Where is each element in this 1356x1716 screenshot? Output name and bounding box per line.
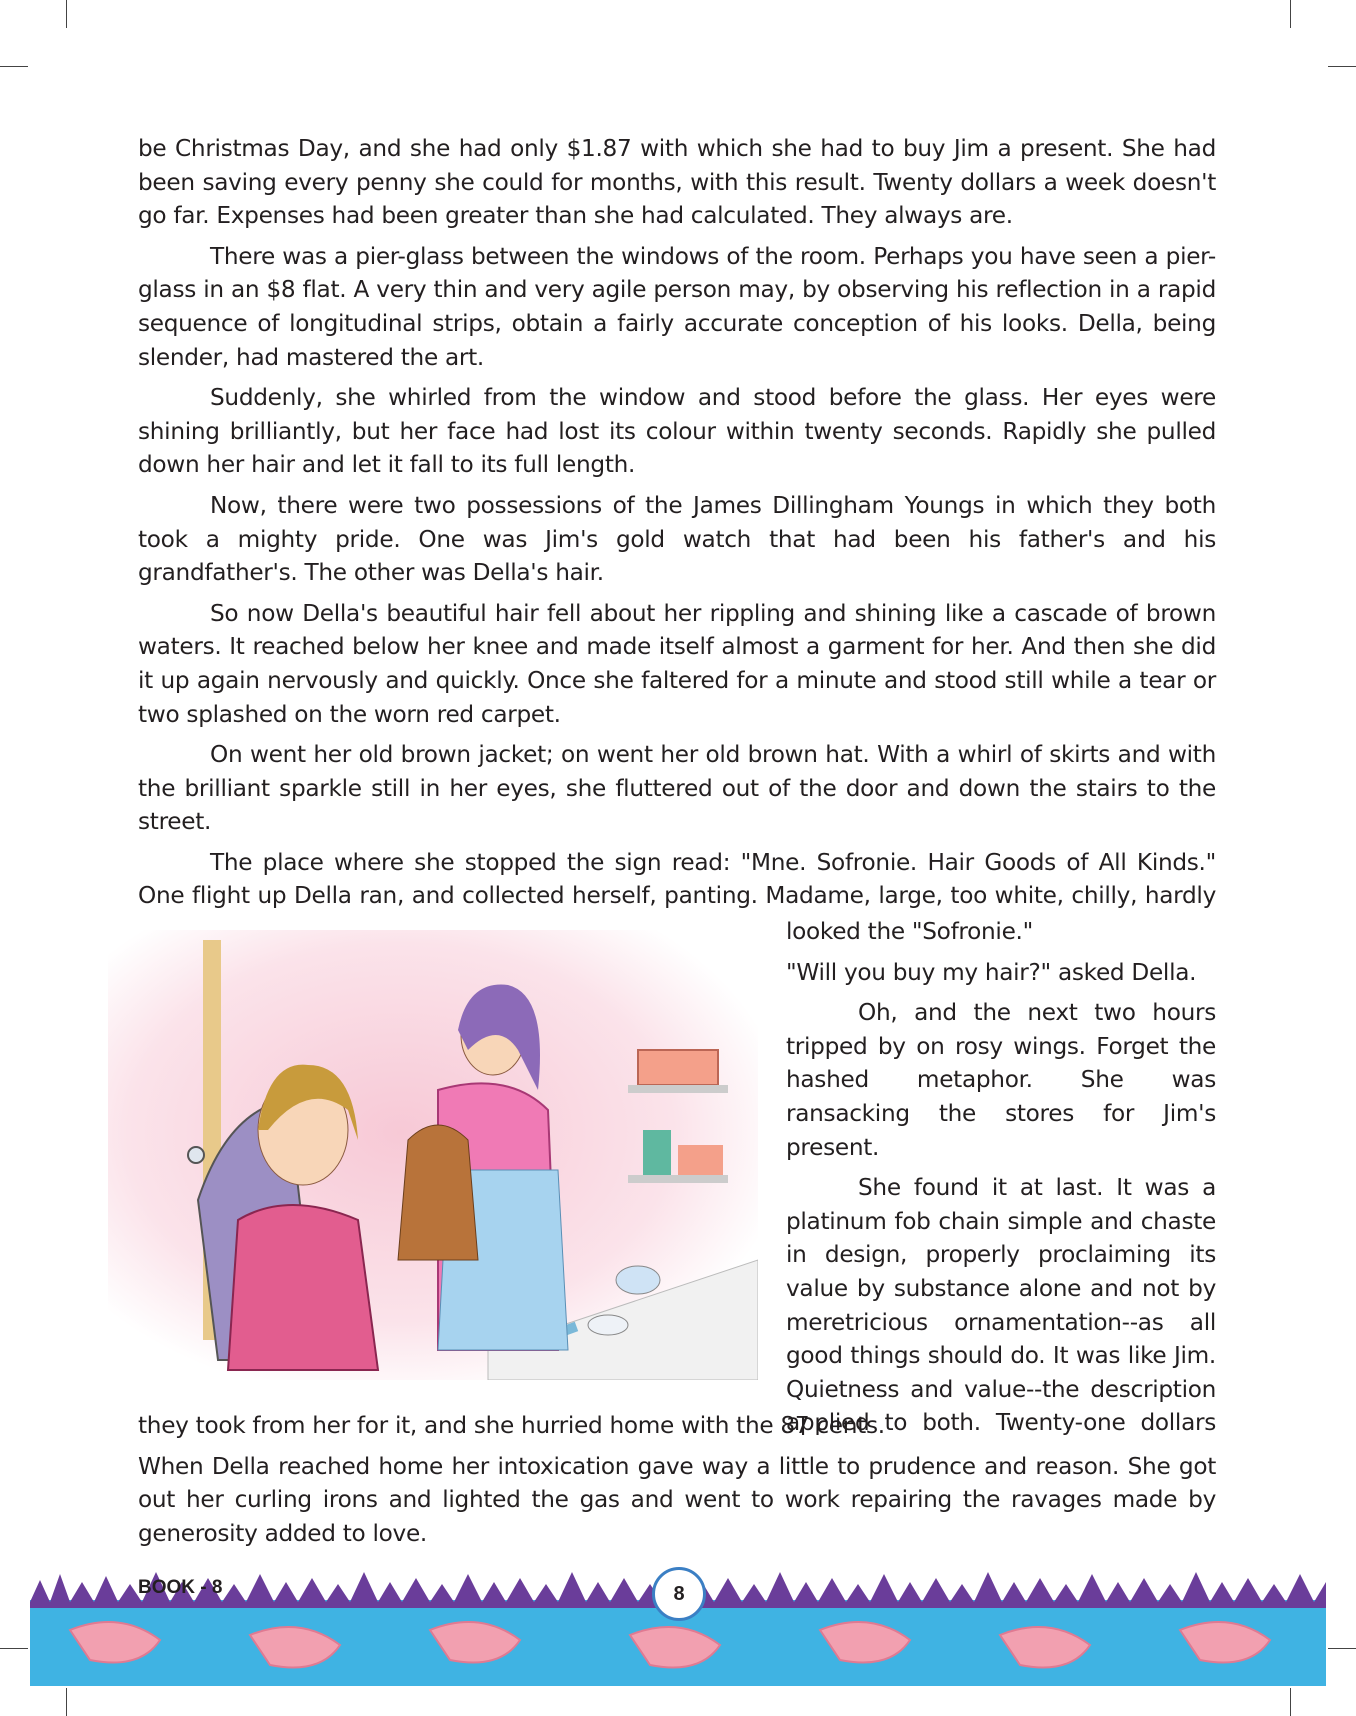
crop-mark	[1328, 66, 1356, 67]
crop-mark	[0, 1648, 28, 1649]
cream-jar	[616, 1266, 660, 1294]
paragraph: looked the "Sofronie."	[786, 918, 1033, 945]
page-number: 8	[652, 1567, 706, 1621]
salon-illustration	[108, 930, 758, 1380]
jar-lid	[588, 1315, 628, 1335]
door-knob	[188, 1147, 204, 1163]
hair-wig	[398, 1125, 478, 1260]
crop-mark	[66, 1688, 67, 1716]
story-text-bottom	[138, 1409, 1216, 1557]
della-body	[228, 1205, 378, 1370]
paragraph: On went her old brown jacket; on went her old brown hat. With a whirl of skirts and with the brilliant sparkle still in her eyes, she fluttered out of the door and down the stairs to the street.	[138, 741, 1216, 836]
paragraph: There was a pier-glass between the windows of the room. Perhaps you have seen a pier-glass in an $8 flat. A very thin and very agile person may, by observing his reflection in a rapid sequence of longitudinal strips, obtain a fairly accurate conception of his looks. Della, being slender, had mastered the art.	[138, 242, 1216, 371]
bottle	[643, 1130, 671, 1175]
shelf-box	[678, 1145, 723, 1175]
paragraph: Now, there were two possessions of the James Dillingham Youngs in which they both took a mighty pride. One was Jim's gold watch that had been his father's and his grandfather's. The other was Della's hair.	[138, 491, 1216, 587]
paragraph: Oh, and the next two hours tripped by on rosy wings. Forget the hashed metaphor. She was ransacking the stores for Jim's present.	[786, 999, 1216, 1161]
crop-mark	[66, 0, 67, 28]
book-label: BOOK - 8	[138, 1577, 223, 1598]
shelf	[628, 1085, 728, 1093]
paragraph: She found it at last. It was a platinum fob chain simple and chaste in design, properly proclaiming its value by substance alone and not by meretricious ornamentation--as all good things should do. It was like Jim. Quietness and value--the description applied to both. Twenty-one dollars	[786, 1174, 1216, 1437]
story-text-side	[786, 915, 1216, 1447]
paragraph: The place where she stopped the sign read: "Mne. Sofronie. Hair Goods of All Kinds." One flight up Della ran, and collected herself, panting. Madame, large, too white, chilly, hardly	[138, 848, 1216, 910]
paragraph: "Will you buy my hair?" asked Della.	[786, 958, 1197, 986]
paragraph: So now Della's beautiful hair fell about her rippling and shining like a cascade of brown waters. It reached below her knee and made itself almost a garment for her. And then she did it up again nervously and quickly. Once she faltered for a minute and stood still while a tear or two splashed on the worn red carpet.	[138, 599, 1216, 728]
story-text-top	[138, 132, 1216, 920]
crop-mark	[1328, 1648, 1356, 1649]
paragraph: they took from her for it, and she hurried home with the 87 cents.	[138, 1412, 885, 1439]
paragraph: be Christmas Day, and she had only $1.87 with which she had to buy Jim a present. She had been saving every penny she could for months, with this result. Twenty dollars a week doesn't go far. Expenses had been greater than she had calculated. They always are.	[138, 135, 1216, 230]
shelf-box	[638, 1050, 718, 1085]
shelf	[628, 1175, 728, 1183]
crop-mark	[0, 66, 28, 67]
crop-mark	[1290, 0, 1291, 28]
crop-mark	[1290, 1688, 1291, 1716]
paragraph: Suddenly, she whirled from the window and stood before the glass. Her eyes were shining brilliantly, but her face had lost its colour within twenty seconds. Rapidly she pulled down her hair and let it fall to its full length.	[138, 384, 1216, 479]
paragraph: When Della reached home her intoxication gave way a little to prudence and reason. She got out her curling irons and lighted the gas and went to work repairing the ravages made by generosity added to love.	[138, 1452, 1216, 1547]
